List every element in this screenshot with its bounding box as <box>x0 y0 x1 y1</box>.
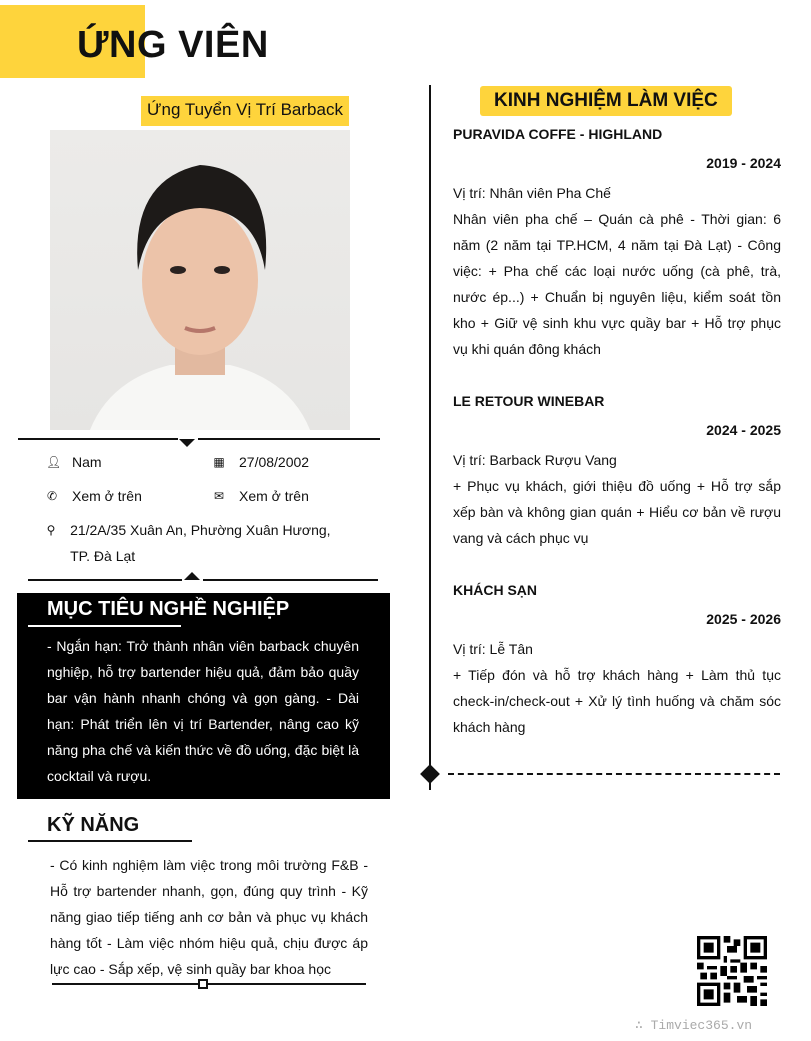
envelope-icon: ✉ <box>213 489 225 503</box>
dashed-divider <box>448 773 780 775</box>
experience-role: Vị trí: Barback Rượu Vang <box>453 452 617 468</box>
company-name: LE RETOUR WINEBAR <box>453 393 605 409</box>
experience-description: + Tiếp đón và hỗ trợ khách hàng + Làm thủ tục check-in/check-out + Xử lý tình huống và chăm sóc khách hàng <box>453 667 781 735</box>
divider <box>28 579 182 581</box>
timeline-diamond-icon <box>420 764 440 784</box>
experience-description: Nhân viên pha chế – Quán cà phê - Thời gian: 6 năm (2 năm tại TP.HCM, 4 năm tại Đà Lạt) - Công việc: + Pha chế các loại nước uống (cà phê, trà, nước ép...) + Chuẩn bị nguyên liệu, kiểm soát tồn kho + Giữ vệ sinh khu vực quầy bar + Hỗ trợ phục vụ khi quán đông khách <box>453 211 781 357</box>
company-name: KHÁCH SẠN <box>453 582 537 598</box>
divider <box>52 983 366 985</box>
skills-title: KỸ NĂNG <box>47 814 140 836</box>
phone-item <box>46 483 142 509</box>
phone-value: Xem ở trên <box>72 488 142 504</box>
divider-arrow-icon <box>179 439 195 447</box>
experience-years: 2025 - 2026 <box>706 611 781 627</box>
birthday-value: 27/08/2002 <box>239 454 310 470</box>
divider <box>18 438 178 440</box>
divider-arrow-icon <box>184 572 200 580</box>
divider-square-icon <box>198 979 208 989</box>
calendar-icon: ▦ <box>213 455 225 469</box>
experience-description: + Phục vụ khách, giới thiệu đồ uống + Hỗ trợ sắp xếp bàn và không gian quán + Hiểu cơ bản về rượu vang và cách phục vụ <box>453 478 781 546</box>
experience-role: Vị trí: Nhân viên Pha Chế <box>453 185 611 201</box>
divider <box>198 438 380 440</box>
experience-item <box>453 582 781 740</box>
experience-years: 2019 - 2024 <box>706 155 781 171</box>
company-name: PURAVIDA COFFE - HIGHLAND <box>453 126 663 142</box>
career-goal-text: - Ngắn hạn: Trở thành nhân viên barback chuyên nghiệp, hỗ trợ bartender hiệu quả, đảm bảo quầy bar vận hành nhanh chóng và gọn gàng. - Dài hạn: Phát triển lên vị trí Bartender, nâng cao kỹ năng pha chế và kiến thức về đồ uống, đặc biệt là cocktail và rượu. <box>47 638 359 784</box>
watermark-brand: ∴ Timviec365.vn <box>635 1018 753 1033</box>
divider <box>203 579 378 581</box>
email-value: Xem ở trên <box>239 488 309 504</box>
map-pin-icon: ⚲ <box>46 523 56 537</box>
qr-code <box>697 936 767 1006</box>
gender-value: Nam <box>72 454 102 470</box>
birthday-item <box>213 449 309 475</box>
experience-title: KINH NGHIỆM LÀM VIỆC <box>480 86 732 116</box>
address-value: 21/2A/35 Xuân An, Phường Xuân Hương, TP. Đà Lạt <box>70 522 331 564</box>
career-goal-title: MỤC TIÊU NGHỀ NGHIỆP <box>47 598 290 620</box>
timeline-line <box>429 85 431 790</box>
phone-icon: ✆ <box>46 489 58 503</box>
skills-text: - Có kinh nghiệm làm việc trong môi trường F&B - Hỗ trợ bartender nhanh, gọn, đúng quy trình - Kỹ năng giao tiếp tiếng anh cơ bản và phục vụ khách hàng tốt - Làm việc nhóm hiệu quả, chịu được áp lực cao - Sắp xếp, vệ sinh quầy bar khoa học <box>50 857 368 977</box>
experience-years: 2024 - 2025 <box>706 422 781 438</box>
email-item <box>213 483 309 509</box>
title-underline <box>28 625 181 627</box>
gender-item <box>46 449 102 475</box>
user-icon: 👤︎ <box>46 455 62 469</box>
experience-role: Vị trí: Lễ Tân <box>453 641 533 657</box>
experience-item <box>453 126 781 362</box>
page-title: ỨNG VIÊN <box>77 24 269 66</box>
address-item <box>46 517 346 569</box>
candidate-photo <box>50 130 350 430</box>
career-goal-section <box>17 593 390 799</box>
applied-position: Ứng Tuyển Vị Trí Barback <box>141 96 349 126</box>
experience-item <box>453 393 781 551</box>
title-underline <box>28 840 192 842</box>
